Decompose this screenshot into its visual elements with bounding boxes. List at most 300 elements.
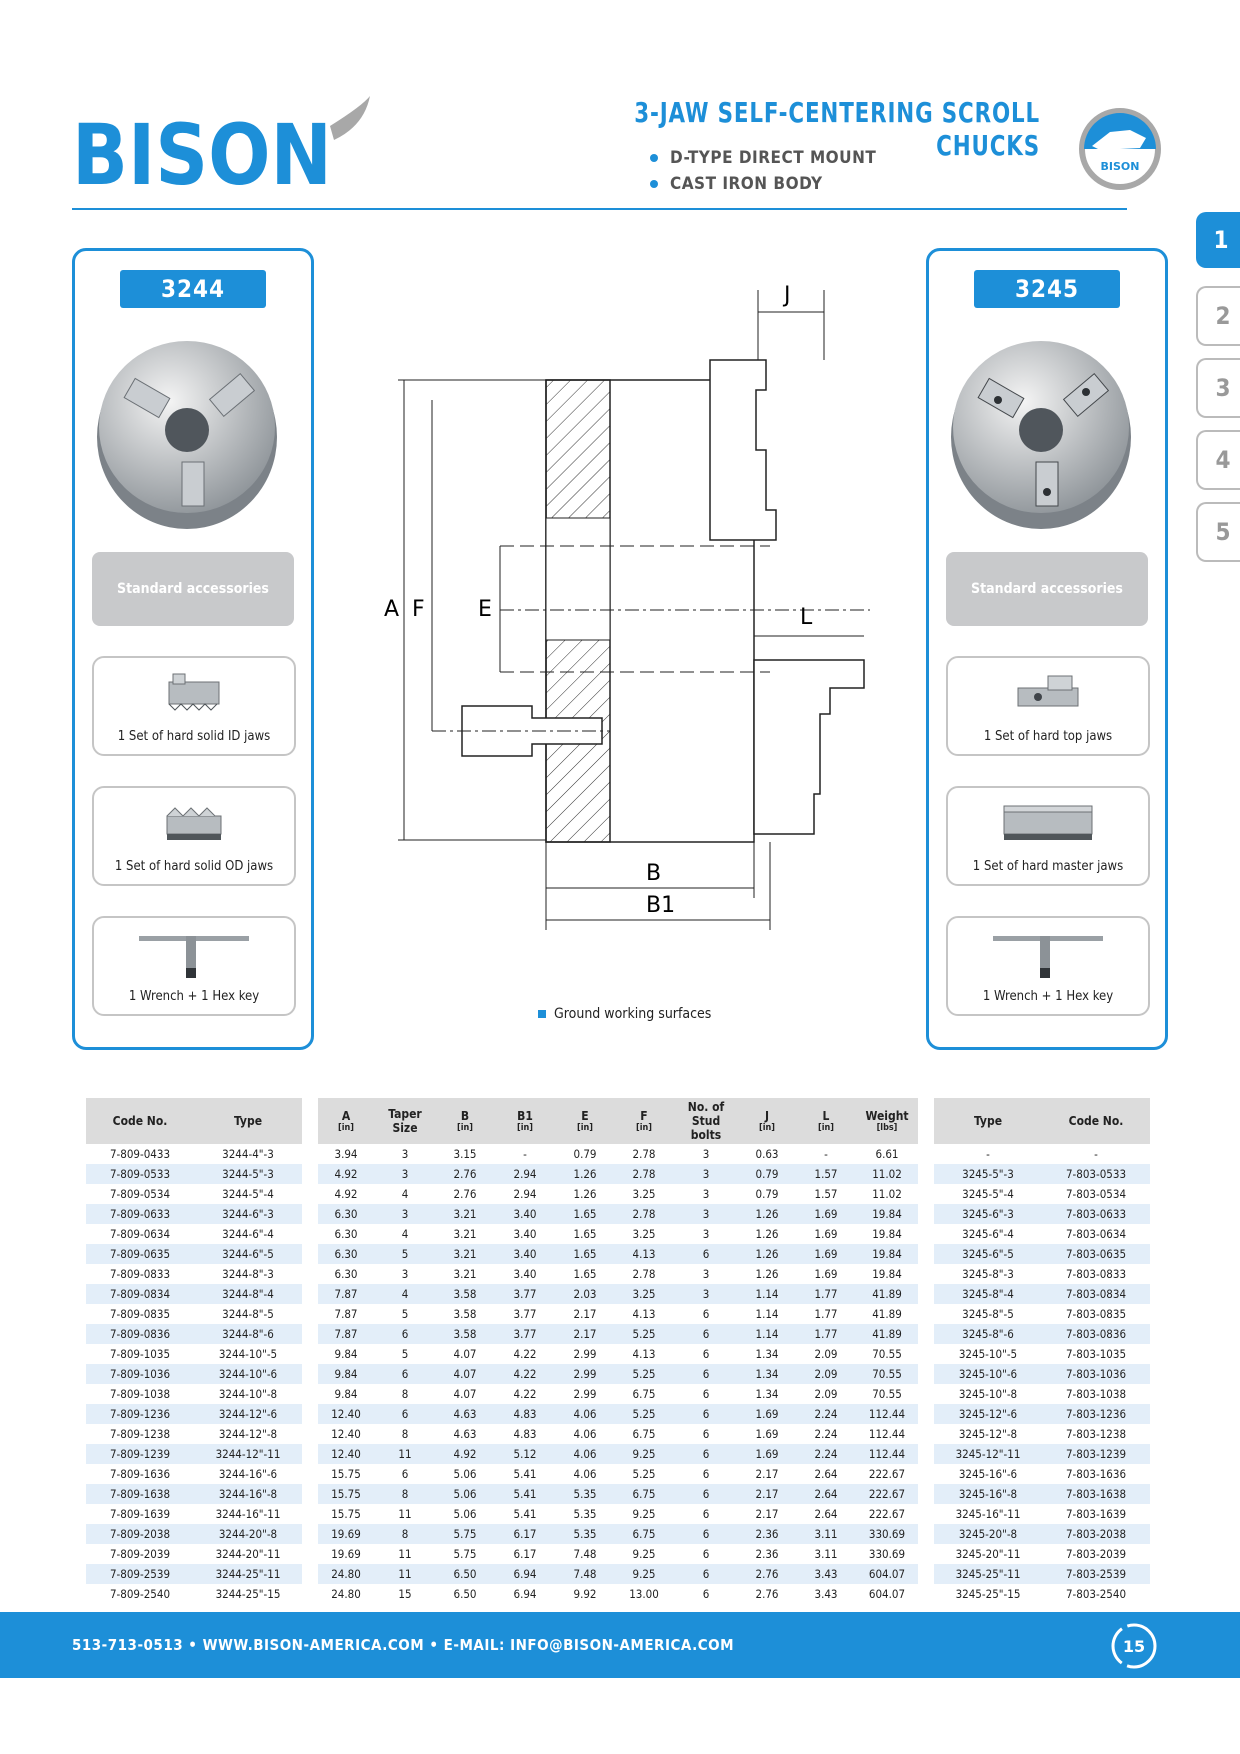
table-cell: 5: [374, 1304, 436, 1324]
jaws-icon: [998, 798, 1098, 848]
table-cell: 7-809-1238: [86, 1424, 194, 1444]
table-cell: 3.25: [614, 1284, 674, 1304]
table-cell: 112.44: [856, 1424, 918, 1444]
table-cell: 604.07: [856, 1564, 918, 1584]
tab-section-1[interactable]: 1: [1196, 212, 1240, 268]
table-cell: 3245-8"-4: [934, 1284, 1042, 1304]
table-cell: 7-809-1639: [86, 1504, 194, 1524]
table-cell: 7-809-0836: [86, 1324, 194, 1344]
table-row: [86, 1184, 1150, 1204]
header-bullets: [650, 148, 876, 200]
table-cell: 604.07: [856, 1584, 918, 1604]
table-cell: 7-803-1636: [1042, 1464, 1150, 1484]
tab-section-4[interactable]: 4: [1196, 430, 1240, 490]
table-cell: 0.79: [556, 1144, 614, 1164]
table-cell: 7-809-1036: [86, 1364, 194, 1384]
table-row: [86, 1164, 1150, 1184]
col-header: E [in]: [556, 1098, 614, 1144]
table-cell: 3245-20"-11: [934, 1544, 1042, 1564]
table-cell: 5.41: [494, 1484, 556, 1504]
table-cell: 3.94: [318, 1144, 374, 1164]
table-cell: 6.75: [614, 1484, 674, 1504]
table-cell: 4.92: [318, 1164, 374, 1184]
table-row: [86, 1584, 1150, 1604]
table-cell: 2.99: [556, 1364, 614, 1384]
table-cell: 2.17: [738, 1484, 796, 1504]
table-cell: 4.92: [436, 1444, 494, 1464]
table-cell: 112.44: [856, 1444, 918, 1464]
table-cell: 1.65: [556, 1244, 614, 1264]
table-cell: 3.40: [494, 1244, 556, 1264]
table-cell: 6.94: [494, 1564, 556, 1584]
accessory-wrench: 1 Wrench + 1 Hex key: [946, 916, 1150, 1016]
bullet-item: D-TYPE DIRECT MOUNT: [650, 148, 876, 168]
table-cell: 6.50: [436, 1564, 494, 1584]
table-cell: 2.09: [796, 1364, 856, 1384]
table-cell: 7-803-2038: [1042, 1524, 1150, 1544]
table-cell: 15: [374, 1584, 436, 1604]
table-cell: 5.75: [436, 1524, 494, 1544]
table-cell: 1.69: [738, 1424, 796, 1444]
table-cell: 4: [374, 1224, 436, 1244]
table-cell: 3244-8"-5: [194, 1304, 302, 1324]
table-cell: 4.07: [436, 1384, 494, 1404]
table-cell: 6: [674, 1244, 738, 1264]
table-row: [86, 1324, 1150, 1344]
table-cell: 3244-4"-3: [194, 1144, 302, 1164]
table-cell: 12.40: [318, 1424, 374, 1444]
col-header: No. of Stud bolts: [674, 1098, 738, 1144]
table-cell: 7.48: [556, 1564, 614, 1584]
table-cell: 3.40: [494, 1204, 556, 1224]
table-row: [86, 1244, 1150, 1264]
table-cell: 3244-6"-4: [194, 1224, 302, 1244]
table-cell: 11: [374, 1504, 436, 1524]
table-cell: 70.55: [856, 1344, 918, 1364]
table-cell: 6: [674, 1424, 738, 1444]
table-row: [86, 1224, 1150, 1244]
table-cell: 2.09: [796, 1344, 856, 1364]
table-cell: 330.69: [856, 1524, 918, 1544]
table-cell: 3: [374, 1204, 436, 1224]
col-header: L [in]: [796, 1098, 856, 1144]
table-cell: 2.99: [556, 1384, 614, 1404]
table-cell: 19.84: [856, 1204, 918, 1224]
table-row: [86, 1484, 1150, 1504]
jaws-icon: [159, 798, 229, 848]
col-header: B1 [in]: [494, 1098, 556, 1144]
dim-label-j: J: [784, 283, 791, 308]
table-cell: 7-809-0834: [86, 1284, 194, 1304]
table-cell: 7-803-1036: [1042, 1364, 1150, 1384]
wrench-icon: [988, 928, 1108, 984]
table-cell: 3245-6"-3: [934, 1204, 1042, 1224]
table-cell: 4.83: [494, 1404, 556, 1424]
table-cell: 11: [374, 1444, 436, 1464]
table-cell: 9.25: [614, 1544, 674, 1564]
table-cell: 3244-20"-11: [194, 1544, 302, 1564]
table-cell: 2.78: [614, 1144, 674, 1164]
table-cell: 7-803-1238: [1042, 1424, 1150, 1444]
table-cell: 1.65: [556, 1204, 614, 1224]
table-cell: 1.57: [796, 1164, 856, 1184]
table-cell: 3245-8"-5: [934, 1304, 1042, 1324]
table-cell: 5.25: [614, 1464, 674, 1484]
table-cell: 3.77: [494, 1284, 556, 1304]
col-header: B [in]: [436, 1098, 494, 1144]
accessory-master-jaws: 1 Set of hard master jaws: [946, 786, 1150, 886]
table-cell: -: [494, 1144, 556, 1164]
table-cell: 7-803-1638: [1042, 1484, 1150, 1504]
table-cell: 2.78: [614, 1164, 674, 1184]
table-cell: 3.21: [436, 1244, 494, 1264]
table-cell: 3.21: [436, 1204, 494, 1224]
table-row: [86, 1424, 1150, 1444]
table-cell: 4.06: [556, 1464, 614, 1484]
table-row: [86, 1204, 1150, 1224]
table-cell: 4.06: [556, 1424, 614, 1444]
table-cell: 5.06: [436, 1484, 494, 1504]
table-cell: 3: [674, 1184, 738, 1204]
table-cell: 3.43: [796, 1584, 856, 1604]
table-cell: 222.67: [856, 1504, 918, 1524]
table-cell: -: [934, 1144, 1042, 1164]
table-cell: 7-803-0534: [1042, 1184, 1150, 1204]
table-cell: 7-809-1038: [86, 1384, 194, 1404]
table-cell: 3245-6"-5: [934, 1244, 1042, 1264]
table-cell: 6.75: [614, 1424, 674, 1444]
tab-section-3[interactable]: 3: [1196, 358, 1240, 418]
table-cell: 1.26: [738, 1224, 796, 1244]
table-cell: 6: [374, 1404, 436, 1424]
table-cell: 19.69: [318, 1524, 374, 1544]
table-row: [86, 1444, 1150, 1464]
table-cell: 1.57: [796, 1184, 856, 1204]
table-cell: 1.26: [738, 1244, 796, 1264]
table-cell: 2.17: [556, 1324, 614, 1344]
table-cell: 6.30: [318, 1224, 374, 1244]
table-cell: 6: [674, 1464, 738, 1484]
table-cell: 3.58: [436, 1304, 494, 1324]
table-cell: 7-809-0833: [86, 1264, 194, 1284]
table-cell: 9.92: [556, 1584, 614, 1604]
jaws-icon: [159, 668, 229, 718]
table-cell: 3244-16"-11: [194, 1504, 302, 1524]
table-cell: 3: [374, 1264, 436, 1284]
table-cell: 1.14: [738, 1304, 796, 1324]
table-cell: 5.25: [614, 1324, 674, 1344]
table-row: [86, 1284, 1150, 1304]
table-cell: 2.24: [796, 1404, 856, 1424]
bullet-dot: [650, 180, 658, 188]
page-number: 15: [1122, 1637, 1146, 1656]
table-cell: 3: [674, 1144, 738, 1164]
tab-section-2[interactable]: 2: [1196, 286, 1240, 346]
table-cell: 5.35: [556, 1524, 614, 1544]
table-cell: 3: [374, 1144, 436, 1164]
accessory-top-jaws: 1 Set of hard top jaws: [946, 656, 1150, 756]
table-cell: 2.24: [796, 1444, 856, 1464]
table-cell: 3244-12"-8: [194, 1424, 302, 1444]
table-cell: 5.25: [614, 1404, 674, 1424]
table-row: [86, 1464, 1150, 1484]
table-cell: 3245-10"-8: [934, 1384, 1042, 1404]
table-cell: 6: [674, 1404, 738, 1424]
table-cell: 7-803-2539: [1042, 1564, 1150, 1584]
table-cell: 7-803-0833: [1042, 1264, 1150, 1284]
col-header: A [in]: [318, 1098, 374, 1144]
accessories-title: Standard accessories: [946, 552, 1148, 626]
table-cell: 7.87: [318, 1324, 374, 1344]
table-cell: 6: [674, 1544, 738, 1564]
table-cell: 3244-5"-4: [194, 1184, 302, 1204]
col-header: Weight [lbs]: [856, 1098, 918, 1144]
table-cell: 9.25: [614, 1564, 674, 1584]
table-cell: 2.09: [796, 1384, 856, 1404]
table-cell: 8: [374, 1424, 436, 1444]
table-cell: 7-809-1638: [86, 1484, 194, 1504]
table-cell: 5.35: [556, 1504, 614, 1524]
header-divider: [72, 208, 1127, 210]
table-cell: 3.21: [436, 1264, 494, 1284]
table-cell: 6: [674, 1384, 738, 1404]
table-cell: 6: [374, 1364, 436, 1384]
table-cell: 4.13: [614, 1344, 674, 1364]
table-cell: 222.67: [856, 1464, 918, 1484]
table-cell: 4: [374, 1184, 436, 1204]
table-cell: 3244-6"-3: [194, 1204, 302, 1224]
table-cell: 5.06: [436, 1464, 494, 1484]
table-cell: 11: [374, 1564, 436, 1584]
tab-section-5[interactable]: 5: [1196, 502, 1240, 562]
table-cell: 4.22: [494, 1364, 556, 1384]
table-cell: 1.26: [738, 1264, 796, 1284]
table-cell: 19.69: [318, 1544, 374, 1564]
dim-label-a: A: [384, 597, 400, 622]
table-cell: 4.06: [556, 1404, 614, 1424]
table-cell: 7-809-0635: [86, 1244, 194, 1264]
table-cell: 6: [374, 1464, 436, 1484]
table-row: [86, 1544, 1150, 1564]
table-cell: 8: [374, 1484, 436, 1504]
col-header: Code No.: [1042, 1098, 1150, 1144]
table-row: [86, 1524, 1150, 1544]
table-cell: 2.94: [494, 1184, 556, 1204]
table-cell: 3244-25"-15: [194, 1584, 302, 1604]
table-row: [86, 1304, 1150, 1324]
table-cell: 3244-8"-4: [194, 1284, 302, 1304]
table-cell: 15.75: [318, 1464, 374, 1484]
bison-logo: [72, 96, 382, 192]
table-cell: 7.87: [318, 1304, 374, 1324]
bullet-item: CAST IRON BODY: [650, 174, 876, 194]
table-cell: 19.84: [856, 1264, 918, 1284]
table-cell: 4.07: [436, 1344, 494, 1364]
col-header: Taper Size: [374, 1098, 436, 1144]
col-header: F [in]: [614, 1098, 674, 1144]
table-cell: 6.50: [436, 1584, 494, 1604]
table-cell: 6.30: [318, 1204, 374, 1224]
table-cell: 7-809-0835: [86, 1304, 194, 1324]
table-cell: 3.11: [796, 1524, 856, 1544]
table-cell: 2.17: [738, 1464, 796, 1484]
table-cell: 1.26: [556, 1184, 614, 1204]
table-cell: 41.89: [856, 1324, 918, 1344]
table-cell: 7-803-1035: [1042, 1344, 1150, 1364]
table-cell: 3.40: [494, 1224, 556, 1244]
table-cell: 7.48: [556, 1544, 614, 1564]
dim-label-b: B: [646, 861, 662, 886]
table-cell: 7-809-2039: [86, 1544, 194, 1564]
table-cell: 1.69: [738, 1444, 796, 1464]
brand-wordmark: BISON: [72, 106, 332, 192]
table-cell: 7-809-0533: [86, 1164, 194, 1184]
table-cell: 7-803-0634: [1042, 1224, 1150, 1244]
table-cell: 6.17: [494, 1524, 556, 1544]
table-cell: 7-803-0635: [1042, 1244, 1150, 1264]
col-header: Type: [194, 1098, 302, 1144]
table-cell: -: [1042, 1144, 1150, 1164]
chuck-3244-image: [92, 322, 282, 532]
table-cell: 7-809-1236: [86, 1404, 194, 1424]
table-cell: 5.06: [436, 1504, 494, 1524]
table-cell: 3245-16"-8: [934, 1484, 1042, 1504]
table-cell: 19.84: [856, 1224, 918, 1244]
table-cell: 7-809-2540: [86, 1584, 194, 1604]
table-row: [86, 1344, 1150, 1364]
table-cell: 4.92: [318, 1184, 374, 1204]
table-cell: 7-809-1239: [86, 1444, 194, 1464]
table-cell: 1.26: [738, 1204, 796, 1224]
table-cell: 7-803-0835: [1042, 1304, 1150, 1324]
table-row: [86, 1564, 1150, 1584]
table-cell: 4.07: [436, 1364, 494, 1384]
table-cell: 6: [374, 1324, 436, 1344]
table-cell: 9.25: [614, 1504, 674, 1524]
table-cell: 3: [674, 1204, 738, 1224]
table-cell: 7-809-0634: [86, 1224, 194, 1244]
table-cell: 5.41: [494, 1464, 556, 1484]
table-cell: 8: [374, 1384, 436, 1404]
spec-table-wrap: [86, 1098, 1150, 1604]
table-cell: -: [796, 1144, 856, 1164]
table-cell: 9.84: [318, 1384, 374, 1404]
table-cell: 4.22: [494, 1344, 556, 1364]
table-cell: 13.00: [614, 1584, 674, 1604]
table-cell: 7-803-0533: [1042, 1164, 1150, 1184]
table-cell: 1.69: [796, 1224, 856, 1244]
table-cell: 6.30: [318, 1264, 374, 1284]
bison-badge-icon: [1070, 108, 1170, 190]
dim-label-l: L: [800, 605, 813, 630]
table-cell: 3.77: [494, 1324, 556, 1344]
table-cell: 2.78: [614, 1264, 674, 1284]
table-cell: 12.40: [318, 1444, 374, 1464]
table-cell: 3245-10"-6: [934, 1364, 1042, 1384]
accessory-od-jaws: 1 Set of hard solid OD jaws: [92, 786, 296, 886]
table-cell: 1.65: [556, 1224, 614, 1244]
table-cell: 15.75: [318, 1504, 374, 1524]
table-cell: 3244-12"-6: [194, 1404, 302, 1424]
table-cell: 5: [374, 1344, 436, 1364]
table-cell: 3.11: [796, 1544, 856, 1564]
table-cell: 41.89: [856, 1304, 918, 1324]
table-row: [86, 1364, 1150, 1384]
dim-label-e: E: [478, 597, 492, 622]
table-cell: 24.80: [318, 1564, 374, 1584]
page-number-badge: [1110, 1622, 1158, 1670]
accessory-wrench: 1 Wrench + 1 Hex key: [92, 916, 296, 1016]
table-cell: 2.03: [556, 1284, 614, 1304]
table-cell: 3244-10"-8: [194, 1384, 302, 1404]
table-cell: 1.69: [738, 1404, 796, 1424]
table-cell: 5.75: [436, 1544, 494, 1564]
table-cell: 6.75: [614, 1524, 674, 1544]
table-cell: 4.63: [436, 1424, 494, 1444]
table-cell: 2.64: [796, 1464, 856, 1484]
table-cell: 7-803-2540: [1042, 1584, 1150, 1604]
table-cell: 112.44: [856, 1404, 918, 1424]
table-cell: 3244-5"-3: [194, 1164, 302, 1184]
dim-label-f: F: [412, 597, 425, 622]
table-cell: 3245-6"-4: [934, 1224, 1042, 1244]
table-cell: 3.25: [614, 1224, 674, 1244]
table-cell: 1.14: [738, 1324, 796, 1344]
table-cell: 3244-16"-8: [194, 1484, 302, 1504]
bullet-dot: [650, 154, 658, 162]
table-cell: 6: [674, 1564, 738, 1584]
table-cell: 5.41: [494, 1504, 556, 1524]
table-cell: 12.40: [318, 1404, 374, 1424]
table-cell: 2.36: [738, 1524, 796, 1544]
table-cell: 3245-20"-8: [934, 1524, 1042, 1544]
page-title: 3-JAW SELF-CENTERING SCROLL CHUCKS: [634, 96, 1040, 162]
legend-square-icon: [538, 1010, 546, 1018]
table-cell: 7-803-0834: [1042, 1284, 1150, 1304]
table-cell: 1.34: [738, 1364, 796, 1384]
table-cell: 3: [674, 1264, 738, 1284]
spec-table: [86, 1098, 1150, 1604]
table-cell: 1.77: [796, 1284, 856, 1304]
table-cell: 4.13: [614, 1304, 674, 1324]
table-cell: 0.63: [738, 1144, 796, 1164]
table-cell: 3.21: [436, 1224, 494, 1244]
table-cell: 3245-10"-5: [934, 1344, 1042, 1364]
table-cell: 3244-10"-6: [194, 1364, 302, 1384]
drawing-legend: Ground working surfaces: [538, 1006, 711, 1022]
table-cell: 1.77: [796, 1324, 856, 1344]
table-cell: 2.76: [436, 1164, 494, 1184]
table-row: [86, 1504, 1150, 1524]
table-cell: 7-809-1035: [86, 1344, 194, 1364]
table-cell: 4.13: [614, 1244, 674, 1264]
table-cell: 2.76: [738, 1564, 796, 1584]
table-cell: 7-803-0836: [1042, 1324, 1150, 1344]
table-cell: 6: [674, 1484, 738, 1504]
table-cell: 6: [674, 1304, 738, 1324]
table-cell: 3244-8"-3: [194, 1264, 302, 1284]
table-cell: 6: [674, 1324, 738, 1344]
dim-label-b1: B1: [646, 893, 676, 918]
table-cell: 3: [674, 1164, 738, 1184]
table-cell: 3245-8"-6: [934, 1324, 1042, 1344]
table-cell: 9.84: [318, 1364, 374, 1384]
table-cell: 9.25: [614, 1444, 674, 1464]
accessories-title: Standard accessories: [92, 552, 294, 626]
table-cell: 3: [674, 1284, 738, 1304]
wrench-icon: [134, 928, 254, 984]
table-cell: 7.87: [318, 1284, 374, 1304]
